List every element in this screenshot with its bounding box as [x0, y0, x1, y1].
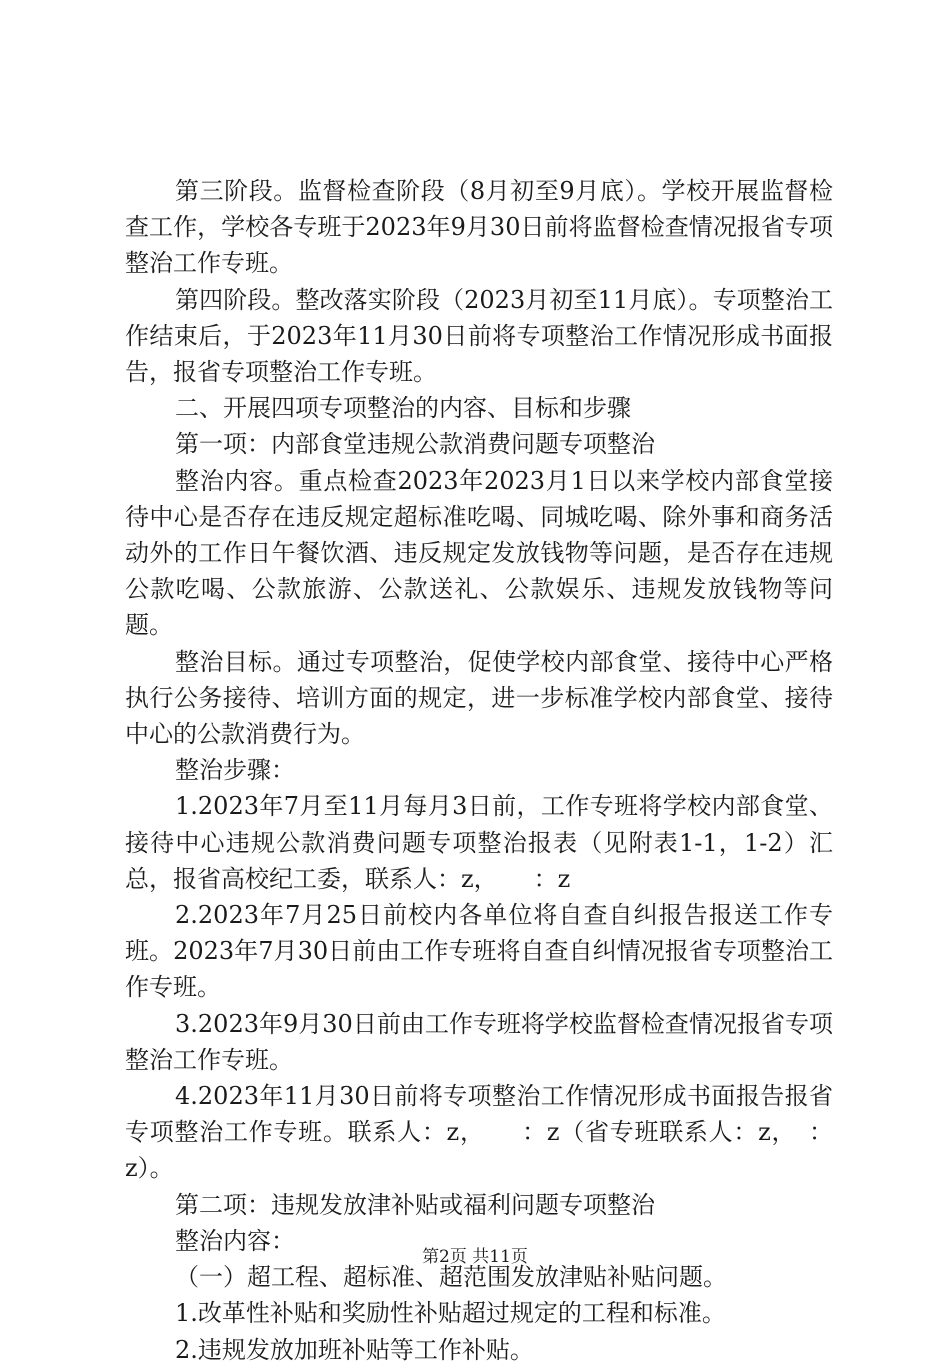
- paragraph-content-label: 整治内容：: [175, 1226, 295, 1255]
- sub-heading-one: （一）超工程、超标准、超范围发放津贴补贴问题。: [175, 1263, 727, 1292]
- paragraph-rectification-goal: 整治目标。通过专项整治，促使学校内部食堂、接待中心严格执行公务接待、培训方面的规定，进一步标准学校内部食堂、接待中心的公款消费行为。: [125, 647, 833, 749]
- item-heading-two: 第二项：违规发放津补贴或福利问题专项整治: [175, 1190, 655, 1219]
- list-item-2: 2.违规发放加班补贴等工作补贴。: [175, 1335, 534, 1364]
- page-number-footer: 第2页 共11页: [422, 1247, 528, 1267]
- list-item-1: 1.改革性补贴和奖励性补贴超过规定的工程和标准。: [175, 1299, 726, 1328]
- paragraph-rectification-steps-label: 整治步骤：: [175, 756, 295, 785]
- item-heading-one: 第一项：内部食堂违规公款消费问题专项整治: [175, 430, 655, 459]
- step-item-2: 2.2023年7月25日前校内各单位将自查自纠报告报送工作专班。2023年7月30日前由工作专班将自查自纠情况报省专项整治工作专班。: [125, 901, 833, 1002]
- paragraph-stage-four: 第四阶段。整改落实阶段（2023月初至11月底）。专项整治工作结束后，于2023年11月30日前将专项整治工作情况形成书面报告，报省专项整治工作专班。: [125, 285, 833, 387]
- section-heading-two: 二、开展四项专项整治的内容、目标和步骤: [175, 394, 631, 423]
- paragraph-stage-three: 第三阶段。监督检查阶段（8月初至9月底）。学校开展监督检查工作，学校各专班于2023年9月30日前将监督检查情况报省专项整治工作专班。: [125, 177, 833, 278]
- step-item-4: 4.2023年11月30日前将专项整治工作情况形成书面报告报省专项整治工作专班。联系人：z， ：z（省专班联系人：z， ：z）。: [125, 1082, 833, 1183]
- paragraph-rectification-content: 整治内容。重点检查2023年2023月1日以来学校内部食堂接待中心是否存在违反规定超标准吃喝、同城吃喝、除外事和商务活动外的工作日午餐饮酒、违反规定发放钱物等问题，是否存在违规公款吃喝、公款旅游、公款送礼、公款娱乐、违规发放钱物等问题。: [125, 466, 833, 640]
- step-item-3: 3.2023年9月30日前由工作专班将学校监督检查情况报省专项整治工作专班。: [125, 1009, 833, 1074]
- document-body: [125, 173, 833, 1368]
- step-item-1: 1.2023年7月至11月每月3日前，工作专班将学校内部食堂、接待中心违规公款消费问题专项整治报表（见附表1-1，1-2）汇总，报省高校纪工委，联系人：z， ：z: [125, 792, 833, 893]
